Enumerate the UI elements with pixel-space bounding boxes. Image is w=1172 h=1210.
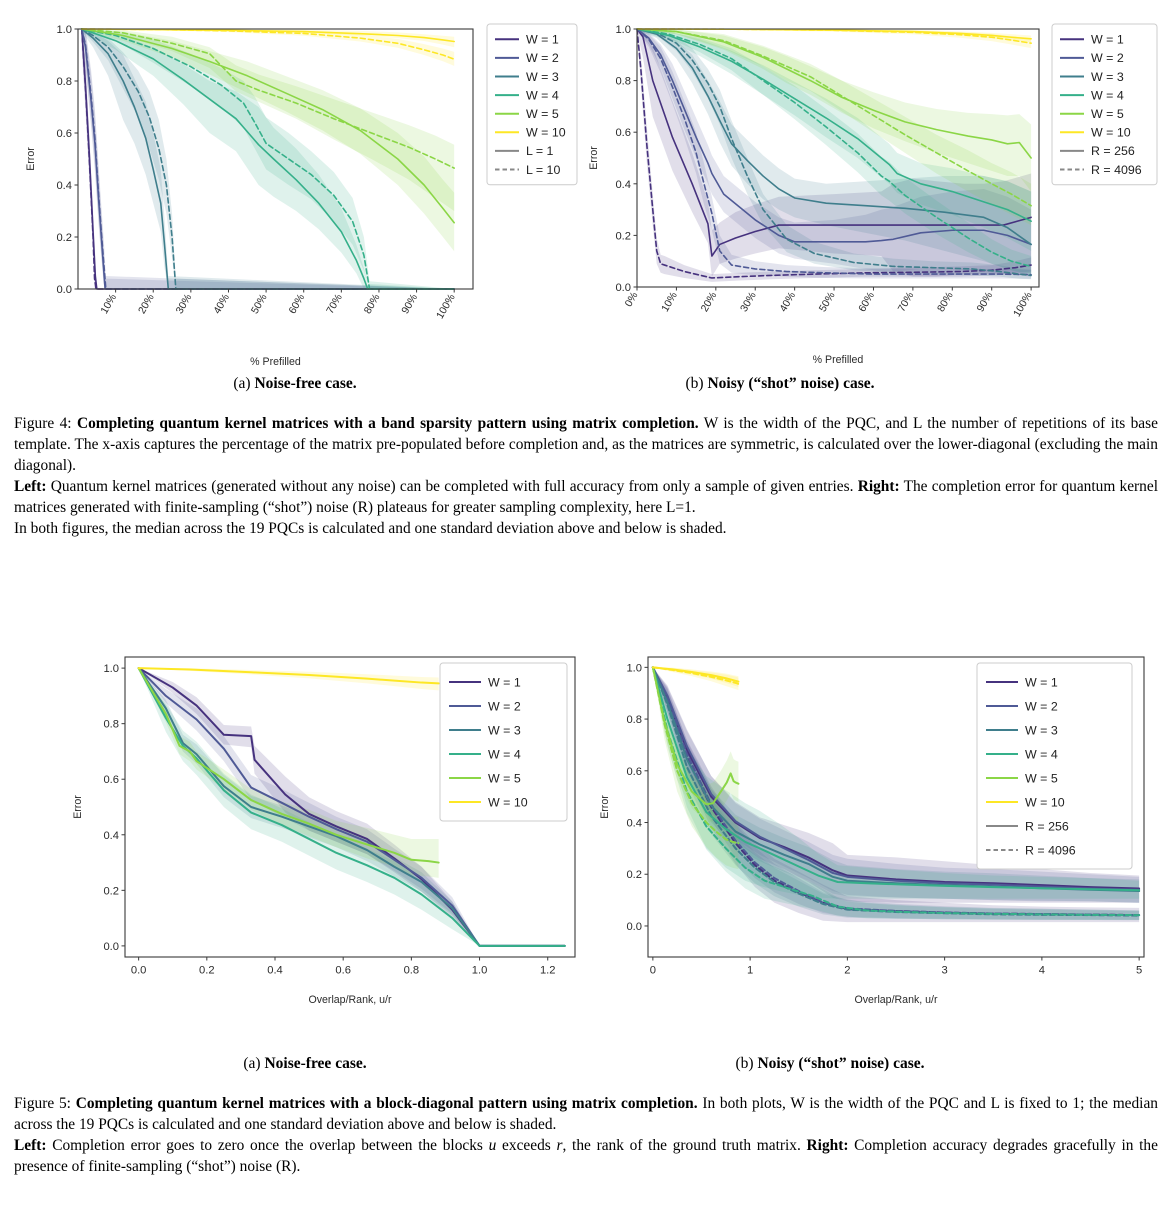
legend-label: W = 4 xyxy=(526,88,559,103)
x-tick-label: 5 xyxy=(1136,964,1143,977)
legend-label: W = 4 xyxy=(1091,88,1124,103)
legend-label: R = 4096 xyxy=(1091,162,1142,177)
y-tick-label: 1.0 xyxy=(103,663,119,676)
legend-label: W = 1 xyxy=(526,32,559,47)
legend-label: L = 10 xyxy=(526,162,561,177)
y-tick-label: 1.0 xyxy=(615,24,631,36)
x-tick-label: 70% xyxy=(896,290,917,315)
y-tick-label: 0.4 xyxy=(103,829,119,842)
figure5-subcaption-b-text: Noisy (“shot” noise) case. xyxy=(757,1055,925,1072)
x-tick-label: 40% xyxy=(212,292,232,317)
figure5b-chart xyxy=(592,630,1162,1006)
legend-label: W = 1 xyxy=(1091,32,1124,47)
figure5-caption-lead-right: Right: xyxy=(806,1137,849,1155)
y-tick-label: 0.2 xyxy=(103,885,119,898)
figure4b-chart xyxy=(586,0,1172,366)
y-tick-label: 0.4 xyxy=(615,178,631,191)
y-tick-label: 0.4 xyxy=(626,817,642,830)
x-tick-label: 90% xyxy=(400,292,421,317)
chart-legend[interactable] xyxy=(1052,24,1157,185)
figure4-subcaption-b xyxy=(590,375,970,393)
chart-legend[interactable] xyxy=(977,663,1132,869)
figure4-subcaption-a xyxy=(150,375,440,393)
figure5-caption-label: Figure 5: xyxy=(14,1095,71,1112)
legend-label: R = 256 xyxy=(1025,819,1069,834)
x-tick-label: 1.0 xyxy=(471,964,488,977)
y-axis-label: Error xyxy=(588,146,600,170)
legend-label: R = 256 xyxy=(1091,144,1135,159)
y-tick-label: 1.0 xyxy=(626,662,642,675)
x-tick-label: 2 xyxy=(844,964,851,977)
figure5a-chart xyxy=(60,630,580,1006)
figure5-subcaption-a-text: Noise-free case. xyxy=(264,1055,367,1072)
x-tick-label: 100% xyxy=(1011,290,1035,320)
legend-label: W = 4 xyxy=(488,747,521,762)
chart-legend[interactable] xyxy=(440,663,567,821)
figure4-caption-body2: Quantum kernel matrices (generated without any noise) can be completed with full accuracy from only a sample of given entries. xyxy=(50,478,854,496)
fig4b-svg xyxy=(586,0,1172,366)
x-tick-label: 4 xyxy=(1038,964,1045,977)
figure5-subcaption-b-tag: (b) xyxy=(735,1055,754,1072)
y-tick-label: 0.2 xyxy=(56,232,72,244)
x-tick-label: 10% xyxy=(659,290,680,315)
figure4-caption xyxy=(14,413,1158,540)
x-tick-label: 30% xyxy=(174,292,195,317)
figure5-caption-italic-r: r xyxy=(556,1137,563,1155)
legend-label: W = 2 xyxy=(488,699,521,714)
x-tick-label: 0 xyxy=(649,964,656,977)
legend-label: W = 10 xyxy=(526,125,566,140)
x-tick-label: 60% xyxy=(857,290,877,315)
legend-label: W = 2 xyxy=(1025,699,1058,714)
legend-label: W = 5 xyxy=(1091,107,1124,121)
legend-label: W = 4 xyxy=(1025,747,1058,762)
legend-label: W = 5 xyxy=(526,107,559,121)
y-tick-label: 0.0 xyxy=(626,920,642,933)
legend-box xyxy=(977,663,1132,869)
figure4-caption-body1: W is the width of the PQC, and L the number of repetitions of its base template. The x-axis captures the percentage of the matrix pre-populated before completion and, as the matrices are symmetric, is calculated over the lower-diagonal (excluding the main diagonal). xyxy=(14,415,1158,475)
y-tick-label: 0.6 xyxy=(615,127,631,140)
x-tick-label: 70% xyxy=(324,292,345,317)
y-axis-label: Error xyxy=(25,147,37,171)
y-axis-label: Error xyxy=(72,795,84,819)
x-tick-label: 0.8 xyxy=(403,964,420,977)
legend-label: W = 10 xyxy=(488,795,528,810)
legend-label: W = 3 xyxy=(1025,723,1058,738)
figure5-caption-lead-left: Left: xyxy=(14,1137,47,1155)
x-axis-label: % Prefilled xyxy=(812,354,864,366)
figure4-subcaption-b-tag: (b) xyxy=(685,375,704,392)
figure4-caption-lead-left: Left: xyxy=(14,478,47,496)
figure4-caption-label: Figure 4: xyxy=(14,415,72,432)
y-tick-label: 0.2 xyxy=(615,230,631,243)
y-tick-label: 0.6 xyxy=(56,128,72,140)
figure5-subcaption-a xyxy=(160,1055,450,1073)
x-tick-label: 80% xyxy=(935,290,956,315)
fig5a-svg xyxy=(60,630,580,1006)
legend-label: W = 2 xyxy=(1091,51,1124,66)
figure5-subcaption-a-tag: (a) xyxy=(243,1055,261,1072)
figure5-caption-body2c: , the rank of the ground truth matrix. xyxy=(562,1137,801,1155)
y-tick-label: 0.4 xyxy=(56,180,72,192)
fig4a-svg xyxy=(0,0,586,368)
x-tick-label: 30% xyxy=(738,290,759,315)
figure5-caption-body1: In both plots, W is the width of the PQC and L is fixed to 1; the median across the 19 PQCs is calculated and one standard deviation above and below is shaded. xyxy=(14,1095,1158,1134)
x-tick-label: 50% xyxy=(817,290,838,315)
figure4-caption-title: Completing quantum kernel matrices with a band sparsity pattern using matrix completion. xyxy=(76,415,699,432)
legend-box xyxy=(1052,24,1157,185)
x-axis-label: % Prefilled xyxy=(250,356,301,368)
x-tick-label: 90% xyxy=(975,290,996,315)
chart-legend[interactable] xyxy=(487,24,577,185)
legend-label: W = 1 xyxy=(488,675,521,690)
x-tick-label: 3 xyxy=(941,964,948,977)
legend-label: W = 5 xyxy=(1025,771,1058,786)
y-tick-label: 0.6 xyxy=(626,765,642,778)
y-tick-label: 0.2 xyxy=(626,869,642,882)
figure4-subcaption-a-text: Noise-free case. xyxy=(254,375,357,392)
x-tick-label: 0.0 xyxy=(130,964,147,977)
figure5-caption-body2a: Completion error goes to zero once the overlap between the blocks xyxy=(52,1137,489,1155)
legend-label: W = 5 xyxy=(488,771,521,786)
x-tick-label: 1.2 xyxy=(539,964,556,977)
legend-label: W = 3 xyxy=(1091,69,1124,84)
y-tick-label: 0.0 xyxy=(103,940,119,953)
fig5b-svg xyxy=(592,630,1162,1006)
y-tick-label: 0.8 xyxy=(103,718,119,731)
x-tick-label: 0.6 xyxy=(335,964,351,977)
x-tick-label: 20% xyxy=(699,290,720,315)
series-band xyxy=(139,668,439,690)
y-axis-label: Error xyxy=(599,795,611,819)
x-tick-label: 0.4 xyxy=(267,964,283,977)
legend-label: W = 3 xyxy=(488,723,521,738)
figure4-caption-body3: The completion error for quantum kernel matrices generated with finite-sampling (“shot”) noise (R) plateaus for greater sampling complexity, here L=1. xyxy=(14,478,1158,517)
legend-label: W = 2 xyxy=(526,51,559,66)
legend-label: W = 10 xyxy=(1025,795,1065,810)
figure4-caption-lead-right: Right: xyxy=(857,478,900,496)
figure5-caption-title: Completing quantum kernel matrices with a block-diagonal pattern using matrix completion. xyxy=(75,1095,698,1112)
y-tick-label: 0.6 xyxy=(103,774,119,787)
x-tick-label: 40% xyxy=(778,290,799,315)
y-tick-label: 0.8 xyxy=(626,714,642,727)
figure5-caption-body3: Completion accuracy degrades gracefully in the presence of finite-sampling (“shot”) noise (R). xyxy=(14,1137,1158,1176)
figure4-subcaption-b-text: Noisy (“shot” noise) case. xyxy=(707,375,875,392)
y-tick-label: 0.8 xyxy=(56,76,72,88)
x-tick-label: 0% xyxy=(623,290,641,310)
figure4-subcaption-a-tag: (a) xyxy=(233,375,251,392)
figure5-caption xyxy=(14,1093,1158,1177)
y-tick-label: 1.0 xyxy=(56,24,72,36)
legend-label: W = 10 xyxy=(1091,125,1131,140)
x-tick-label: 80% xyxy=(362,292,383,317)
x-tick-label: 20% xyxy=(136,292,157,317)
figure5-caption-italic-u: u xyxy=(488,1137,497,1155)
x-tick-label: 10% xyxy=(99,292,120,317)
figure5-caption-body2b: exceeds xyxy=(496,1137,557,1155)
figure5-subcaption-b xyxy=(640,1055,1020,1073)
figure4-caption-body4: In both figures, the median across the 19 PQCs is calculated and one standard deviation above and below is shaded. xyxy=(14,520,727,538)
x-tick-label: 0.2 xyxy=(199,964,215,977)
y-tick-label: 0.8 xyxy=(615,75,631,88)
legend-label: W = 3 xyxy=(526,69,559,84)
legend-box xyxy=(487,24,577,185)
x-tick-label: 50% xyxy=(249,292,270,317)
x-axis-label: Overlap/Rank, u/r xyxy=(854,994,938,1006)
legend-label: R = 4096 xyxy=(1025,843,1076,858)
legend-label: W = 1 xyxy=(1025,675,1058,690)
legend-label: L = 1 xyxy=(526,144,554,159)
x-tick-label: 100% xyxy=(434,292,458,322)
figure4a-chart xyxy=(0,0,586,368)
y-tick-label: 0.0 xyxy=(56,284,72,296)
x-axis-label: Overlap/Rank, u/r xyxy=(308,994,392,1006)
y-tick-label: 0.0 xyxy=(615,282,631,294)
x-tick-label: 60% xyxy=(287,292,308,317)
x-tick-label: 1 xyxy=(747,964,754,977)
